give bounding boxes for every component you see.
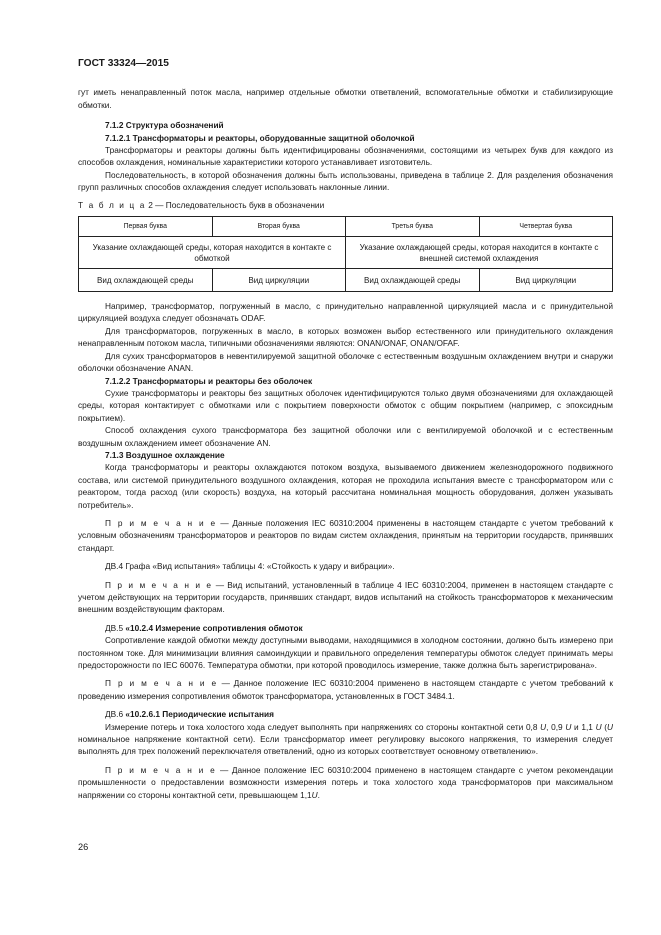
section-heading: ДВ.5 «10.2.4 Измерение сопротивления обмоток [105, 622, 303, 633]
table-header-cell: Вторая буква [212, 217, 346, 237]
page-number: 26 [78, 842, 89, 852]
paragraph: ДВ.4 Графа «Вид испытания» таблицы 4: «Стойкость к удару и вибрации». [105, 561, 395, 572]
paragraph: Трансформаторы и реакторы должны быть идентифицированы обозначениями, состоящими из четырех букв для каждого из способов охлаждения, номинальные характеристики которого устанавливает изготовитель. [78, 145, 613, 168]
table-cell: Вид циркуляции [479, 269, 613, 292]
note: П р и м е ч а н и е — Данные положения IEC 60310:2004 применены в настоящем стандарте с учетом требований к условным обозначениям трансформаторов и реакторов по видам систем охлаждения, принятым на территории государств, принявших стандарт. [78, 517, 613, 553]
table-cell: Вид охлаждающей среды [79, 269, 213, 292]
section-heading: 7.1.2 Структура обозначений [105, 120, 224, 131]
paragraph: Для трансформаторов, погруженных в масло, в которых возможен выбор естественного или принудительного охлаждения ненаправленным потоком масла, типичными обозначениями являются: ONAN/ONAF, ONAN/OFAF. [78, 325, 613, 349]
section-heading: 7.1.2.1 Трансформаторы и реакторы, оборудованные защитной оболочкой [105, 132, 415, 143]
table-caption: Т а б л и ц а 2 — Последовательность букв в обозначении [78, 199, 325, 210]
paragraph: Например, трансформатор, погруженный в масло, с принудительно направленной циркуляцией масла и с принудительной циркуляцией воздуха следует обозначать ODAF. [78, 301, 613, 324]
paragraph: Сухие трансформаторы и реакторы без защитных оболочек идентифицируются только двумя обозначениями для охлаждающей среды, которая контактирует с обмотками или с покрытием поверхности обмоток с общим покрытием (например, с эпоксидным покрытием). [78, 387, 613, 423]
note: П р и м е ч а н и е — Вид испытаний, установленный в таблице 4 IEC 60310:2004, применен в настоящем стандарте с учетом действующих на территории государств, принявших стандарт, видов испытаний на стойкость трансформаторов к механическим внешним воздействующим факторам. [78, 579, 613, 615]
document-page [78, 58, 613, 801]
section-heading: ДВ.6 «10.2.6.1 Периодические испытания [105, 709, 274, 720]
note: П р и м е ч а н и е — Данное положение IEC 60310:2004 применено в настоящем стандарте с учетом требований к проведению измерения сопротивления обмоток трансформатора, установленных в ГОСТ 3484.1. [78, 678, 613, 701]
table-header-cell: Первая буква [79, 217, 213, 237]
table-cell: Вид охлаждающей среды [346, 269, 480, 292]
note: П р и м е ч а н и е — Данное положение IEC 60310:2004 применено в настоящем стандарте с учетом рекомендации промышленности о предоставлении возможности измерения потерь и тока холостого хода трансформаторов при максимальном напряжении со стороны контактной сети, превышающем 1,1U. [78, 764, 614, 800]
letter-sequence-table [78, 216, 613, 292]
paragraph: Измерение потерь и тока холостого хода следует выполнять при напряжениях со стороны контактной сети 0,8 U, 0,9 U и 1,1 U (U номинальное напряжение контактной сети). Если трансформатор имеет регулировку высокого напряжения, то измерения следует выполнять для трех положений переключателя ответвлений, одно из которых соответствует основному ответвлению». [78, 721, 614, 757]
paragraph: Сопротивление каждой обмотки между доступными выводами, находящимися в холодном состоянии, должно быть измерено при постоянном токе. Для минимизации влияния самоиндукции и правильного определения температуры обмоток следует принимать меры предосторожности по IEC 60076. Температура обмотки, при которой проводилось измерение, также должна быть зарегистрирована». [78, 635, 613, 671]
table-header-cell: Четвертая буква [479, 217, 613, 237]
page-header: ГОСТ 33324—2015 [78, 58, 169, 69]
paragraph: Последовательность, в которой обозначения должны быть использованы, приведена в таблице 2. Для разделения обозначения групп различных способов охлаждения следует использовать наклонные линии. [78, 169, 613, 193]
table-cell: Вид циркуляции [212, 269, 346, 292]
section-heading: 7.1.2.2 Трансформаторы и реакторы без оболочек [105, 375, 313, 386]
paragraph: Когда трансформаторы и реакторы охлаждаются потоком воздуха, вызываемого движением железнодорожного подвижного состава, или системой принудительного воздушного охлаждения, которая не проходила испытания вместе с трансформатором или с реактором, тогда расход (или скорость) воздуха, на который рассчитана номинальная мощность оборудования, должен указывать потребитель». [78, 462, 613, 510]
paragraph: гут иметь ненаправленный поток масла, например отдельные обмотки ответвлений, вспомогательные обмотки и стабилизирующие обмотки. [78, 87, 613, 110]
section-heading: 7.1.3 Воздушное охлаждение [105, 449, 225, 460]
table-header-cell: Третья буква [346, 217, 480, 237]
table-cell: Указание охлаждающей среды, которая находится в контакте с обмоткой [79, 237, 346, 269]
table-cell: Указание охлаждающей среды, которая находится в контакте с внешней системой охлаждения [346, 237, 613, 269]
paragraph: Для сухих трансформаторов в невентилируемой защитной оболочке с естественным воздушным охлаждением внутри и снаружи оболочки обозначение ANAN. [78, 350, 613, 374]
paragraph: Способ охлаждения сухого трансформатора без защитной оболочки или с вентилируемой оболочкой и с естественным воздушным охлаждением имеет обозначение AN. [78, 425, 613, 448]
